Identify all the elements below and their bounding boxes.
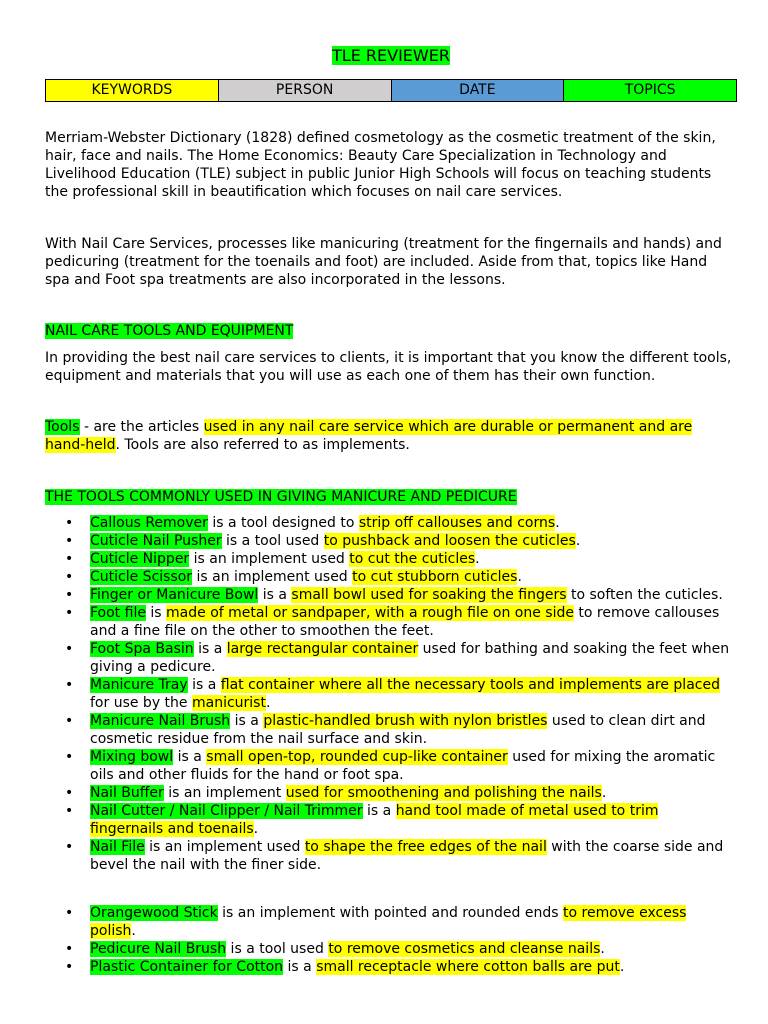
text: is an implement used [192,569,353,585]
list-item [45,958,730,976]
keyword: strip off callouses and corns [358,515,556,531]
keyword: made of metal or sandpaper, with a rough file on one side [166,605,574,621]
text: . [600,941,605,957]
tools-definition: Tools - are the articles used in any nail care service which are durable or permanent and are hand-held. Tools are also referred to as implements. [45,419,693,453]
text: . [619,959,625,975]
list-item [45,784,730,802]
text: is a [173,749,207,765]
text: is a [193,641,227,657]
legend-date: DATE [392,80,565,101]
tools-list [45,514,737,874]
list-item [45,532,730,550]
keyword: flat container where all the necessary tools and implements are placed [220,677,720,693]
text: is an implement used [189,551,350,567]
text: to remove callouses and a fine file on the other to smoothen the feet. [90,605,720,639]
intro-paragraph-1: Merriam-Webster Dictionary (1828) defined cosmetology as the cosmetic treatment of the skin, hair, face and nails. The Home Economics: Beauty Care Specialization in Technology and Livelihood Education (TLE) subject in public Junior High Schools will focus on teaching students the professional skill in beautification which focuses on nail care services. [45,130,716,200]
text: is an implement [163,785,286,801]
list-item [45,940,730,958]
section-heading-common-tools: THE TOOLS COMMONLY USED IN GIVING MANICURE AND PEDICURE [45,489,517,505]
list-item [45,838,730,874]
legend-topics: TOPICS [564,80,736,101]
list-item [45,640,730,676]
text: is a tool used [226,941,329,957]
list-item [45,712,730,748]
keyword: hand tool made of metal used to trim fingernails and toenails [90,803,659,837]
text: is a tool designed to [207,515,359,531]
document-title: TLE REVIEWER [332,46,450,65]
term: Foot file [90,605,146,621]
term: Finger or Manicure Bowl [90,587,259,603]
keyword: plastic-handled brush with nylon bristles [263,713,548,729]
text: is a [258,587,292,603]
term: Pedicure Nail Brush [90,941,227,957]
keyword: large rectangular container [226,641,419,657]
tools-list-continued [45,904,737,976]
text: . [475,551,480,567]
list-item [45,568,730,586]
text: for use by the [90,695,192,711]
list-item [45,676,730,712]
term: Nail File [90,839,145,855]
keyword: to remove cosmetics and cleanse nails [328,941,601,957]
text: is a tool used [221,533,324,549]
keyword: manicurist [191,695,266,711]
term: Manicure Tray [90,677,188,693]
text: . [131,923,136,939]
keyword: to cut the cuticles [349,551,476,567]
text: is a [283,959,317,975]
list-item [45,904,730,940]
term: Cuticle Nail Pusher [90,533,222,549]
text: is a [187,677,221,693]
keyword: to shape the free edges of the nail [304,839,547,855]
term: Callous Remover [90,515,208,531]
keyword: to remove excess polish [90,905,687,939]
term: Cuticle Scissor [90,569,193,585]
term: Orangewood Stick [90,905,218,921]
text: . [265,695,271,711]
text: is an implement used [144,839,305,855]
intro-paragraph-2: With Nail Care Services, processes like manicuring (treatment for the fingernails and hands) and pedicuring (treatment for the toenails and foot) are included. Aside from that, topics like Hand spa and Foot spa treatments are also incorporated in the lessons. [45,236,722,288]
keyword: small open-top, rounded cup-like container [206,749,508,765]
text: with the coarse side and bevel the nail with the finer side. [90,839,724,873]
keyword: small receptacle where cotton balls are put [316,959,620,975]
text: is a [362,803,396,819]
list-item [45,604,730,640]
term: Plastic Container for Cotton [90,959,284,975]
list-item [45,586,730,604]
term: Cuticle Nipper [90,551,190,567]
text: . [253,821,259,837]
text: . [517,569,522,585]
text: used to clean dirt and cosmetic residue from the nail surface and skin. [90,713,706,747]
term: Foot Spa Basin [90,641,194,657]
text: to soften the cuticles. [566,587,723,603]
text: . [555,515,560,531]
color-legend [45,79,737,102]
list-item [45,514,730,532]
text: is a [230,713,264,729]
legend-person: PERSON [219,80,392,101]
keyword: to cut stubborn cuticles [352,569,518,585]
list-item [45,550,730,568]
text: used for bathing and soaking the feet when giving a pedicure. [90,641,730,675]
text: . [601,785,607,801]
keyword: to pushback and loosen the cuticles [323,533,576,549]
term: Manicure Nail Brush [90,713,231,729]
section-heading-tools-equipment: NAIL CARE TOOLS AND EQUIPMENT [45,323,294,339]
list-item [45,748,730,784]
text: used for mixing the aromatic oils and other fluids for the hand or foot spa. [90,749,716,783]
section-tools-intro: In providing the best nail care services to clients, it is important that you know the different tools, equipment and materials that you will use as each one of them has their own function. [45,350,732,384]
term: Tools [45,419,80,435]
list-item [45,802,730,838]
keyword: used for smoothening and polishing the nails [285,785,602,801]
keyword: small bowl used for soaking the fingers [291,587,567,603]
text: is an implement with pointed and rounded ends [217,905,563,921]
text: is [145,605,167,621]
term: Mixing bowl [90,749,174,765]
term: Nail Cutter / Nail Clipper / Nail Trimmer [90,803,363,819]
keyword: used in any nail care service which are durable or permanent and are hand-held [45,419,693,453]
legend-keywords: KEYWORDS [46,80,219,101]
term: Nail Buffer [90,785,164,801]
text: . [575,533,581,549]
